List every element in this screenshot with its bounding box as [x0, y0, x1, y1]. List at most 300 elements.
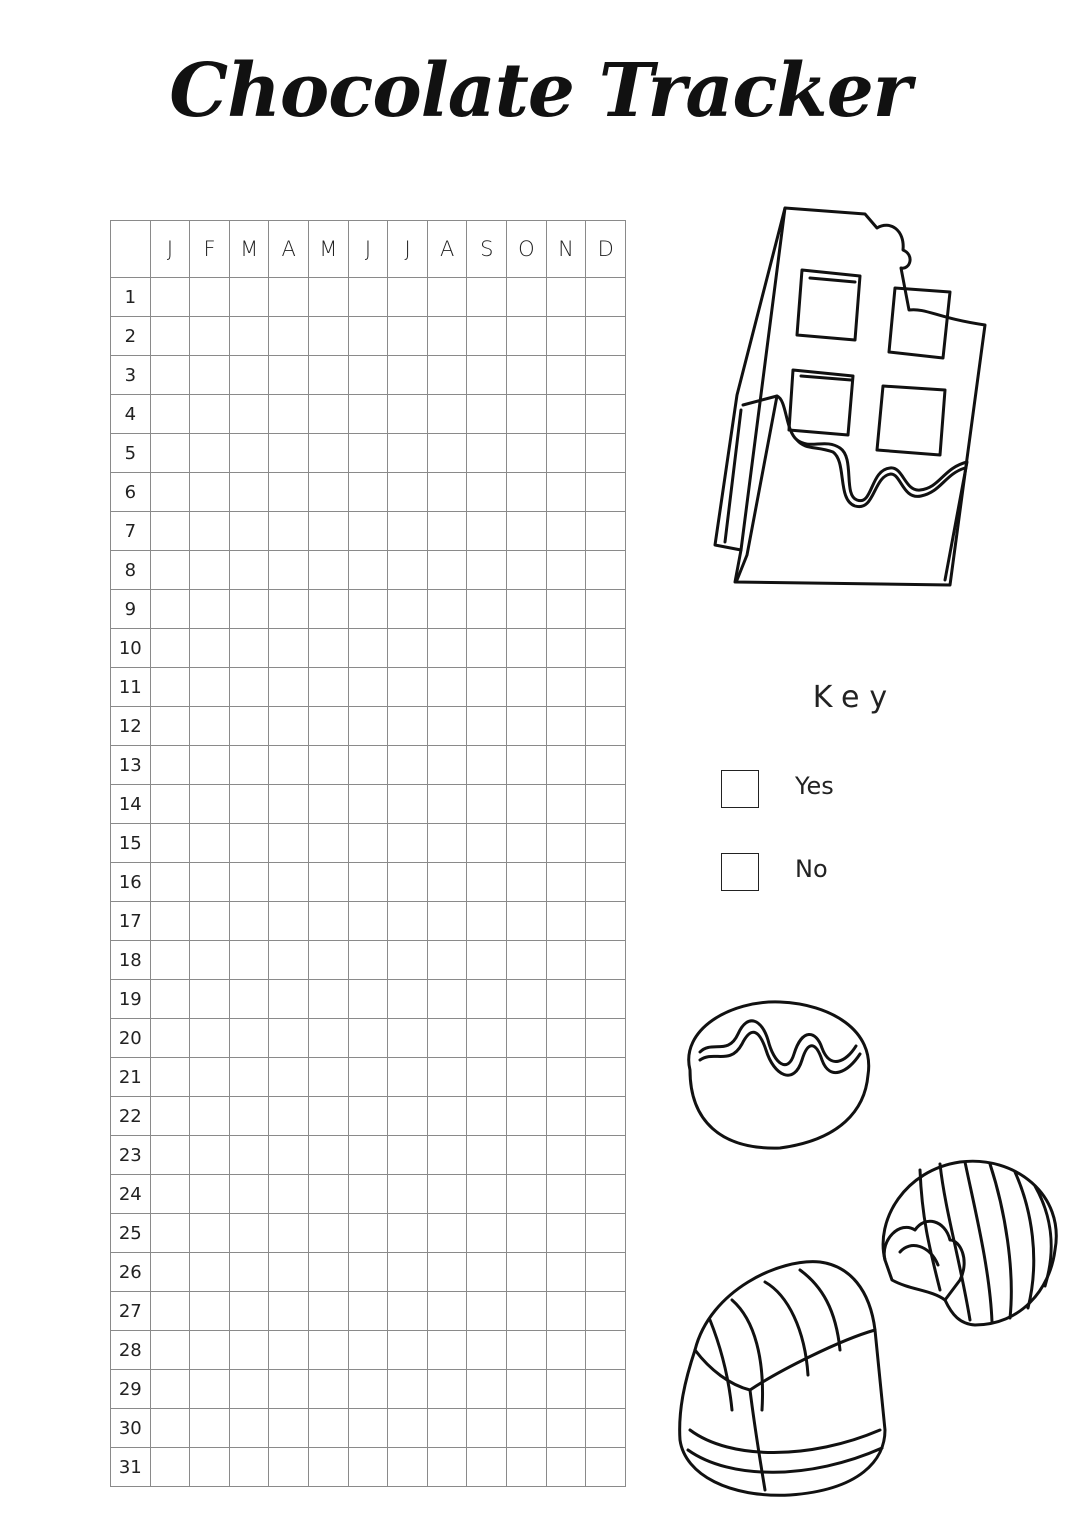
- tracker-cell[interactable]: [427, 1214, 467, 1253]
- tracker-cell[interactable]: [150, 1331, 190, 1370]
- tracker-cell[interactable]: [190, 785, 230, 824]
- tracker-cell[interactable]: [586, 1331, 626, 1370]
- tracker-cell[interactable]: [586, 473, 626, 512]
- tracker-cell[interactable]: [269, 1097, 309, 1136]
- tracker-cell[interactable]: [586, 1409, 626, 1448]
- tracker-cell[interactable]: [229, 278, 269, 317]
- tracker-cell[interactable]: [586, 1253, 626, 1292]
- tracker-cell[interactable]: [348, 1448, 388, 1487]
- tracker-cell[interactable]: [229, 1214, 269, 1253]
- tracker-cell[interactable]: [388, 395, 428, 434]
- tracker-cell[interactable]: [427, 707, 467, 746]
- tracker-cell[interactable]: [190, 1292, 230, 1331]
- tracker-cell[interactable]: [190, 551, 230, 590]
- tracker-cell[interactable]: [546, 1136, 586, 1175]
- tracker-cell[interactable]: [388, 551, 428, 590]
- tracker-cell[interactable]: [190, 980, 230, 1019]
- tracker-cell[interactable]: [388, 824, 428, 863]
- tracker-cell[interactable]: [190, 1097, 230, 1136]
- tracker-cell[interactable]: [388, 1214, 428, 1253]
- tracker-cell[interactable]: [388, 434, 428, 473]
- tracker-cell[interactable]: [507, 1253, 547, 1292]
- tracker-cell[interactable]: [269, 902, 309, 941]
- tracker-cell[interactable]: [150, 629, 190, 668]
- tracker-cell[interactable]: [586, 512, 626, 551]
- tracker-cell[interactable]: [546, 395, 586, 434]
- tracker-cell[interactable]: [269, 590, 309, 629]
- tracker-cell[interactable]: [467, 590, 507, 629]
- tracker-cell[interactable]: [546, 941, 586, 980]
- tracker-cell[interactable]: [507, 629, 547, 668]
- tracker-cell[interactable]: [586, 1370, 626, 1409]
- tracker-cell[interactable]: [546, 668, 586, 707]
- tracker-cell[interactable]: [507, 473, 547, 512]
- tracker-cell[interactable]: [229, 1409, 269, 1448]
- tracker-cell[interactable]: [348, 317, 388, 356]
- tracker-cell[interactable]: [427, 785, 467, 824]
- tracker-cell[interactable]: [388, 1448, 428, 1487]
- tracker-cell[interactable]: [229, 785, 269, 824]
- tracker-cell[interactable]: [507, 1058, 547, 1097]
- tracker-cell[interactable]: [388, 473, 428, 512]
- tracker-cell[interactable]: [190, 746, 230, 785]
- tracker-cell[interactable]: [427, 941, 467, 980]
- tracker-cell[interactable]: [427, 746, 467, 785]
- tracker-cell[interactable]: [229, 980, 269, 1019]
- tracker-cell[interactable]: [586, 551, 626, 590]
- tracker-cell[interactable]: [190, 863, 230, 902]
- tracker-cell[interactable]: [467, 1019, 507, 1058]
- tracker-cell[interactable]: [586, 356, 626, 395]
- tracker-cell[interactable]: [546, 824, 586, 863]
- tracker-cell[interactable]: [427, 629, 467, 668]
- tracker-cell[interactable]: [309, 629, 349, 668]
- key-yes-box[interactable]: [721, 770, 759, 808]
- tracker-cell[interactable]: [309, 434, 349, 473]
- tracker-cell[interactable]: [427, 1019, 467, 1058]
- tracker-cell[interactable]: [150, 1292, 190, 1331]
- tracker-cell[interactable]: [269, 1292, 309, 1331]
- tracker-cell[interactable]: [546, 356, 586, 395]
- tracker-cell[interactable]: [507, 551, 547, 590]
- tracker-cell[interactable]: [190, 1409, 230, 1448]
- tracker-cell[interactable]: [467, 824, 507, 863]
- tracker-cell[interactable]: [229, 824, 269, 863]
- tracker-cell[interactable]: [229, 863, 269, 902]
- tracker-cell[interactable]: [348, 1409, 388, 1448]
- tracker-cell[interactable]: [269, 863, 309, 902]
- tracker-cell[interactable]: [269, 980, 309, 1019]
- tracker-cell[interactable]: [150, 980, 190, 1019]
- tracker-cell[interactable]: [269, 1214, 309, 1253]
- tracker-cell[interactable]: [190, 668, 230, 707]
- tracker-cell[interactable]: [546, 1097, 586, 1136]
- tracker-cell[interactable]: [309, 902, 349, 941]
- tracker-cell[interactable]: [427, 356, 467, 395]
- tracker-cell[interactable]: [150, 1214, 190, 1253]
- tracker-cell[interactable]: [507, 1331, 547, 1370]
- tracker-cell[interactable]: [586, 746, 626, 785]
- tracker-cell[interactable]: [190, 317, 230, 356]
- tracker-cell[interactable]: [229, 941, 269, 980]
- tracker-cell[interactable]: [546, 746, 586, 785]
- tracker-cell[interactable]: [507, 746, 547, 785]
- tracker-cell[interactable]: [467, 1175, 507, 1214]
- tracker-cell[interactable]: [586, 1214, 626, 1253]
- tracker-cell[interactable]: [229, 1097, 269, 1136]
- tracker-cell[interactable]: [507, 668, 547, 707]
- tracker-cell[interactable]: [269, 941, 309, 980]
- tracker-cell[interactable]: [269, 1370, 309, 1409]
- tracker-cell[interactable]: [546, 785, 586, 824]
- tracker-cell[interactable]: [467, 395, 507, 434]
- tracker-cell[interactable]: [388, 902, 428, 941]
- tracker-cell[interactable]: [269, 512, 309, 551]
- tracker-cell[interactable]: [427, 434, 467, 473]
- tracker-cell[interactable]: [467, 1370, 507, 1409]
- tracker-cell[interactable]: [388, 1058, 428, 1097]
- tracker-cell[interactable]: [150, 707, 190, 746]
- tracker-cell[interactable]: [269, 707, 309, 746]
- tracker-cell[interactable]: [507, 590, 547, 629]
- tracker-cell[interactable]: [388, 941, 428, 980]
- tracker-cell[interactable]: [309, 1331, 349, 1370]
- tracker-cell[interactable]: [190, 1136, 230, 1175]
- tracker-cell[interactable]: [269, 1175, 309, 1214]
- tracker-cell[interactable]: [467, 1448, 507, 1487]
- tracker-cell[interactable]: [427, 863, 467, 902]
- tracker-cell[interactable]: [467, 278, 507, 317]
- tracker-cell[interactable]: [348, 863, 388, 902]
- tracker-cell[interactable]: [348, 395, 388, 434]
- tracker-cell[interactable]: [586, 1175, 626, 1214]
- tracker-cell[interactable]: [229, 356, 269, 395]
- tracker-cell[interactable]: [229, 902, 269, 941]
- tracker-cell[interactable]: [348, 746, 388, 785]
- tracker-cell[interactable]: [309, 395, 349, 434]
- tracker-cell[interactable]: [269, 1058, 309, 1097]
- tracker-cell[interactable]: [150, 668, 190, 707]
- tracker-cell[interactable]: [229, 629, 269, 668]
- tracker-cell[interactable]: [309, 1253, 349, 1292]
- tracker-cell[interactable]: [546, 434, 586, 473]
- tracker-cell[interactable]: [269, 551, 309, 590]
- tracker-cell[interactable]: [427, 1292, 467, 1331]
- tracker-cell[interactable]: [388, 1370, 428, 1409]
- tracker-cell[interactable]: [586, 785, 626, 824]
- tracker-cell[interactable]: [427, 1253, 467, 1292]
- tracker-cell[interactable]: [348, 1253, 388, 1292]
- tracker-cell[interactable]: [546, 512, 586, 551]
- tracker-cell[interactable]: [467, 902, 507, 941]
- tracker-cell[interactable]: [467, 551, 507, 590]
- tracker-cell[interactable]: [467, 1292, 507, 1331]
- tracker-cell[interactable]: [150, 512, 190, 551]
- tracker-cell[interactable]: [427, 512, 467, 551]
- tracker-cell[interactable]: [427, 1448, 467, 1487]
- key-no-box[interactable]: [721, 853, 759, 891]
- tracker-cell[interactable]: [546, 1448, 586, 1487]
- tracker-cell[interactable]: [309, 785, 349, 824]
- tracker-cell[interactable]: [467, 512, 507, 551]
- tracker-cell[interactable]: [348, 668, 388, 707]
- tracker-cell[interactable]: [546, 629, 586, 668]
- tracker-cell[interactable]: [150, 941, 190, 980]
- tracker-cell[interactable]: [190, 1019, 230, 1058]
- tracker-cell[interactable]: [388, 746, 428, 785]
- tracker-cell[interactable]: [507, 1292, 547, 1331]
- tracker-cell[interactable]: [269, 746, 309, 785]
- tracker-cell[interactable]: [348, 980, 388, 1019]
- tracker-cell[interactable]: [309, 1019, 349, 1058]
- tracker-cell[interactable]: [269, 278, 309, 317]
- tracker-cell[interactable]: [229, 473, 269, 512]
- tracker-cell[interactable]: [586, 824, 626, 863]
- tracker-cell[interactable]: [586, 980, 626, 1019]
- tracker-cell[interactable]: [546, 1019, 586, 1058]
- tracker-cell[interactable]: [190, 512, 230, 551]
- tracker-cell[interactable]: [467, 1253, 507, 1292]
- tracker-cell[interactable]: [388, 1175, 428, 1214]
- tracker-cell[interactable]: [190, 1058, 230, 1097]
- tracker-cell[interactable]: [467, 746, 507, 785]
- tracker-cell[interactable]: [546, 1253, 586, 1292]
- tracker-cell[interactable]: [467, 356, 507, 395]
- tracker-cell[interactable]: [348, 1214, 388, 1253]
- tracker-cell[interactable]: [546, 317, 586, 356]
- tracker-cell[interactable]: [388, 590, 428, 629]
- tracker-cell[interactable]: [348, 1058, 388, 1097]
- tracker-cell[interactable]: [586, 1136, 626, 1175]
- tracker-cell[interactable]: [467, 1136, 507, 1175]
- tracker-cell[interactable]: [150, 395, 190, 434]
- tracker-cell[interactable]: [190, 1331, 230, 1370]
- tracker-cell[interactable]: [388, 278, 428, 317]
- tracker-cell[interactable]: [269, 1331, 309, 1370]
- tracker-cell[interactable]: [546, 863, 586, 902]
- tracker-cell[interactable]: [309, 1058, 349, 1097]
- tracker-cell[interactable]: [427, 980, 467, 1019]
- tracker-cell[interactable]: [427, 551, 467, 590]
- tracker-cell[interactable]: [150, 356, 190, 395]
- tracker-cell[interactable]: [269, 1448, 309, 1487]
- tracker-cell[interactable]: [348, 278, 388, 317]
- tracker-cell[interactable]: [229, 590, 269, 629]
- tracker-cell[interactable]: [229, 512, 269, 551]
- tracker-cell[interactable]: [427, 590, 467, 629]
- tracker-cell[interactable]: [309, 1136, 349, 1175]
- tracker-cell[interactable]: [427, 1097, 467, 1136]
- tracker-cell[interactable]: [190, 824, 230, 863]
- tracker-cell[interactable]: [388, 1253, 428, 1292]
- tracker-cell[interactable]: [507, 1448, 547, 1487]
- tracker-cell[interactable]: [507, 863, 547, 902]
- tracker-cell[interactable]: [348, 941, 388, 980]
- tracker-cell[interactable]: [388, 863, 428, 902]
- tracker-cell[interactable]: [348, 785, 388, 824]
- tracker-cell[interactable]: [150, 1097, 190, 1136]
- tracker-cell[interactable]: [229, 1136, 269, 1175]
- tracker-cell[interactable]: [150, 1409, 190, 1448]
- tracker-cell[interactable]: [348, 551, 388, 590]
- tracker-cell[interactable]: [507, 1370, 547, 1409]
- tracker-cell[interactable]: [269, 629, 309, 668]
- tracker-cell[interactable]: [229, 1448, 269, 1487]
- tracker-cell[interactable]: [309, 278, 349, 317]
- tracker-cell[interactable]: [546, 1292, 586, 1331]
- tracker-cell[interactable]: [507, 1409, 547, 1448]
- tracker-cell[interactable]: [190, 356, 230, 395]
- tracker-cell[interactable]: [269, 1136, 309, 1175]
- tracker-cell[interactable]: [546, 1331, 586, 1370]
- tracker-cell[interactable]: [507, 707, 547, 746]
- tracker-cell[interactable]: [467, 1214, 507, 1253]
- tracker-cell[interactable]: [309, 707, 349, 746]
- tracker-cell[interactable]: [150, 1136, 190, 1175]
- tracker-cell[interactable]: [546, 590, 586, 629]
- tracker-cell[interactable]: [586, 668, 626, 707]
- tracker-cell[interactable]: [348, 512, 388, 551]
- tracker-cell[interactable]: [229, 1058, 269, 1097]
- tracker-cell[interactable]: [546, 902, 586, 941]
- tracker-cell[interactable]: [150, 824, 190, 863]
- tracker-cell[interactable]: [190, 1370, 230, 1409]
- tracker-cell[interactable]: [388, 356, 428, 395]
- tracker-cell[interactable]: [427, 1058, 467, 1097]
- tracker-cell[interactable]: [348, 707, 388, 746]
- tracker-cell[interactable]: [229, 317, 269, 356]
- tracker-cell[interactable]: [190, 1253, 230, 1292]
- tracker-cell[interactable]: [309, 824, 349, 863]
- tracker-cell[interactable]: [309, 356, 349, 395]
- tracker-cell[interactable]: [309, 590, 349, 629]
- tracker-cell[interactable]: [586, 1097, 626, 1136]
- tracker-cell[interactable]: [229, 1292, 269, 1331]
- tracker-cell[interactable]: [190, 590, 230, 629]
- tracker-cell[interactable]: [150, 863, 190, 902]
- tracker-cell[interactable]: [348, 1175, 388, 1214]
- tracker-cell[interactable]: [229, 707, 269, 746]
- tracker-cell[interactable]: [229, 395, 269, 434]
- tracker-cell[interactable]: [586, 629, 626, 668]
- tracker-cell[interactable]: [388, 512, 428, 551]
- tracker-cell[interactable]: [309, 980, 349, 1019]
- tracker-cell[interactable]: [309, 1214, 349, 1253]
- tracker-cell[interactable]: [467, 434, 507, 473]
- tracker-cell[interactable]: [388, 1136, 428, 1175]
- tracker-cell[interactable]: [586, 1448, 626, 1487]
- tracker-cell[interactable]: [586, 863, 626, 902]
- tracker-cell[interactable]: [586, 395, 626, 434]
- tracker-cell[interactable]: [348, 590, 388, 629]
- tracker-cell[interactable]: [388, 629, 428, 668]
- tracker-cell[interactable]: [190, 1175, 230, 1214]
- tracker-cell[interactable]: [269, 1409, 309, 1448]
- tracker-cell[interactable]: [190, 434, 230, 473]
- tracker-cell[interactable]: [427, 473, 467, 512]
- tracker-cell[interactable]: [546, 707, 586, 746]
- tracker-cell[interactable]: [586, 590, 626, 629]
- tracker-cell[interactable]: [229, 1370, 269, 1409]
- tracker-cell[interactable]: [309, 512, 349, 551]
- tracker-cell[interactable]: [150, 551, 190, 590]
- tracker-cell[interactable]: [348, 902, 388, 941]
- tracker-cell[interactable]: [348, 1097, 388, 1136]
- tracker-cell[interactable]: [427, 902, 467, 941]
- tracker-cell[interactable]: [348, 1331, 388, 1370]
- tracker-cell[interactable]: [348, 1292, 388, 1331]
- tracker-cell[interactable]: [309, 941, 349, 980]
- tracker-cell[interactable]: [150, 1175, 190, 1214]
- tracker-cell[interactable]: [348, 473, 388, 512]
- tracker-cell[interactable]: [348, 824, 388, 863]
- tracker-cell[interactable]: [427, 1331, 467, 1370]
- tracker-cell[interactable]: [467, 863, 507, 902]
- tracker-cell[interactable]: [190, 902, 230, 941]
- tracker-cell[interactable]: [546, 1058, 586, 1097]
- tracker-cell[interactable]: [586, 434, 626, 473]
- tracker-cell[interactable]: [467, 1331, 507, 1370]
- tracker-cell[interactable]: [150, 317, 190, 356]
- tracker-cell[interactable]: [507, 1175, 547, 1214]
- tracker-cell[interactable]: [269, 356, 309, 395]
- tracker-cell[interactable]: [388, 317, 428, 356]
- tracker-cell[interactable]: [507, 980, 547, 1019]
- tracker-cell[interactable]: [348, 1136, 388, 1175]
- tracker-cell[interactable]: [507, 512, 547, 551]
- tracker-cell[interactable]: [388, 785, 428, 824]
- tracker-cell[interactable]: [309, 863, 349, 902]
- tracker-cell[interactable]: [388, 1097, 428, 1136]
- tracker-cell[interactable]: [150, 785, 190, 824]
- tracker-cell[interactable]: [309, 668, 349, 707]
- tracker-cell[interactable]: [190, 629, 230, 668]
- tracker-cell[interactable]: [467, 473, 507, 512]
- tracker-cell[interactable]: [507, 785, 547, 824]
- tracker-cell[interactable]: [507, 824, 547, 863]
- tracker-cell[interactable]: [150, 473, 190, 512]
- tracker-cell[interactable]: [309, 1292, 349, 1331]
- tracker-cell[interactable]: [348, 1019, 388, 1058]
- tracker-cell[interactable]: [150, 902, 190, 941]
- tracker-cell[interactable]: [507, 356, 547, 395]
- tracker-cell[interactable]: [546, 473, 586, 512]
- tracker-cell[interactable]: [427, 317, 467, 356]
- tracker-cell[interactable]: [229, 1253, 269, 1292]
- tracker-cell[interactable]: [546, 1214, 586, 1253]
- tracker-cell[interactable]: [309, 1409, 349, 1448]
- tracker-cell[interactable]: [427, 1370, 467, 1409]
- tracker-cell[interactable]: [190, 278, 230, 317]
- tracker-cell[interactable]: [507, 434, 547, 473]
- tracker-cell[interactable]: [150, 590, 190, 629]
- tracker-cell[interactable]: [507, 395, 547, 434]
- tracker-cell[interactable]: [150, 1448, 190, 1487]
- tracker-cell[interactable]: [388, 707, 428, 746]
- tracker-cell[interactable]: [507, 1097, 547, 1136]
- tracker-cell[interactable]: [388, 1409, 428, 1448]
- tracker-cell[interactable]: [586, 941, 626, 980]
- tracker-cell[interactable]: [190, 473, 230, 512]
- tracker-cell[interactable]: [546, 980, 586, 1019]
- tracker-cell[interactable]: [150, 1253, 190, 1292]
- tracker-cell[interactable]: [467, 668, 507, 707]
- tracker-cell[interactable]: [269, 668, 309, 707]
- tracker-cell[interactable]: [467, 941, 507, 980]
- tracker-cell[interactable]: [586, 317, 626, 356]
- tracker-cell[interactable]: [507, 1214, 547, 1253]
- tracker-cell[interactable]: [348, 434, 388, 473]
